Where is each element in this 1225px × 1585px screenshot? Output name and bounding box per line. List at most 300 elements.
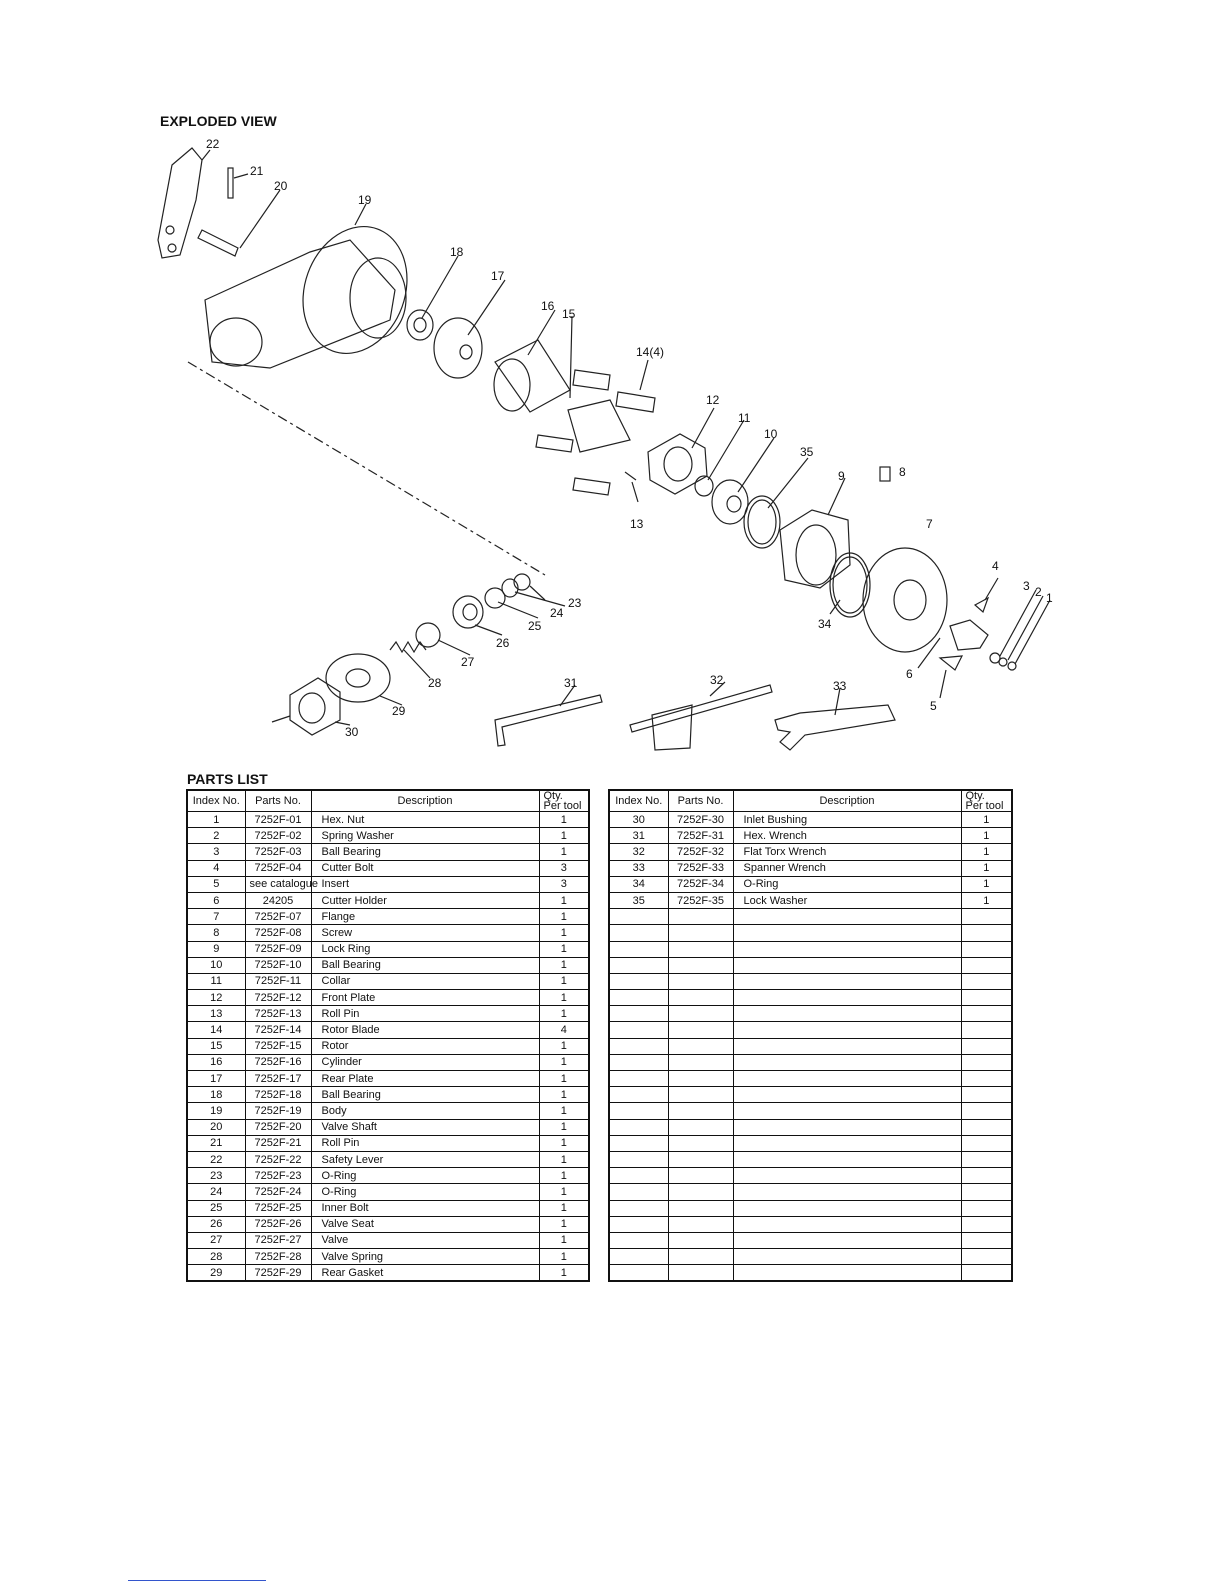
cell-index: 20 [187, 1119, 245, 1135]
callout-label: 23 [568, 596, 582, 610]
cell-description: Valve Seat [311, 1216, 539, 1232]
callout-label: 12 [706, 393, 720, 407]
table-row [609, 1135, 1012, 1151]
cell-description: Ball Bearing [311, 844, 539, 860]
cell-part-no: 7252F-31 [668, 828, 733, 844]
cell-qty: 1 [961, 892, 1012, 908]
cell-description: Cutter Holder [311, 892, 539, 908]
cell-index: 1 [187, 812, 245, 828]
callout-label: 32 [710, 673, 724, 687]
cell-part-no: 24205 [245, 892, 311, 908]
cell-qty: 1 [539, 909, 589, 925]
cell-qty [961, 1216, 1012, 1232]
cell-description [733, 1006, 961, 1022]
cell-part-no: 7252F-20 [245, 1119, 311, 1135]
cell-index [609, 941, 668, 957]
table-row [187, 990, 589, 1006]
cell-description: Lock Washer [733, 892, 961, 908]
callout-label: 14(4) [636, 345, 665, 359]
cell-index [609, 1265, 668, 1282]
cell-part-no [668, 1071, 733, 1087]
table-row [187, 957, 589, 973]
callout-label: 21 [250, 164, 264, 178]
cell-description [733, 1119, 961, 1135]
table-row [187, 1249, 589, 1265]
cell-part-no [668, 1168, 733, 1184]
cell-part-no [668, 1119, 733, 1135]
cell-part-no [668, 1054, 733, 1070]
cell-index: 12 [187, 990, 245, 1006]
cell-qty [961, 1168, 1012, 1184]
cell-part-no: 7252F-25 [245, 1200, 311, 1216]
cell-part-no: 7252F-02 [245, 828, 311, 844]
table-row [187, 1103, 589, 1119]
header-description: Description [733, 790, 961, 812]
cell-index: 18 [187, 1087, 245, 1103]
cell-part-no: 7252F-23 [245, 1168, 311, 1184]
cell-description [733, 990, 961, 1006]
cell-part-no: 7252F-28 [245, 1249, 311, 1265]
cell-qty: 3 [539, 860, 589, 876]
cell-qty [961, 1054, 1012, 1070]
cell-index: 34 [609, 876, 668, 892]
cell-qty: 1 [539, 1038, 589, 1054]
cell-index [609, 957, 668, 973]
cell-index [609, 1071, 668, 1087]
table-row [187, 1071, 589, 1087]
cell-qty: 1 [539, 1232, 589, 1248]
cell-part-no: 7252F-17 [245, 1071, 311, 1087]
table-row [187, 1184, 589, 1200]
callout-label: 13 [630, 517, 644, 531]
cell-index: 28 [187, 1249, 245, 1265]
cell-qty: 1 [539, 925, 589, 941]
table-row [187, 1054, 589, 1070]
cell-description: Rotor [311, 1038, 539, 1054]
cell-part-no: 7252F-16 [245, 1054, 311, 1070]
table-row [187, 1168, 589, 1184]
cell-part-no: 7252F-35 [668, 892, 733, 908]
cell-part-no [668, 1184, 733, 1200]
callout-label: 22 [206, 137, 220, 151]
cell-index: 30 [609, 812, 668, 828]
cell-description [733, 925, 961, 941]
cell-part-no: 7252F-18 [245, 1087, 311, 1103]
table-row [609, 1071, 1012, 1087]
cell-qty: 1 [961, 876, 1012, 892]
table-header-row [187, 790, 589, 812]
cell-part-no: 7252F-26 [245, 1216, 311, 1232]
cell-qty: 4 [539, 1022, 589, 1038]
callout-label: 25 [528, 619, 542, 633]
table-row [187, 941, 589, 957]
callout-label: 11 [738, 411, 751, 425]
table-row [609, 1087, 1012, 1103]
table-row [187, 860, 589, 876]
cell-qty [961, 1103, 1012, 1119]
header-qty-line1: Qty. [965, 790, 985, 802]
callout-label: 27 [461, 655, 475, 669]
cell-description [733, 1103, 961, 1119]
header-qty [539, 790, 589, 812]
header-parts-no: Parts No. [245, 790, 311, 812]
callout-label: 5 [930, 699, 937, 713]
cell-index: 3 [187, 844, 245, 860]
table-row [609, 1249, 1012, 1265]
cell-part-no: 7252F-21 [245, 1135, 311, 1151]
cell-part-no: 7252F-33 [668, 860, 733, 876]
callout-label: 35 [800, 445, 814, 459]
header-index: Index No. [187, 790, 245, 812]
cell-qty: 1 [539, 892, 589, 908]
table-row [609, 941, 1012, 957]
cell-qty: 1 [539, 1216, 589, 1232]
table-row [187, 1216, 589, 1232]
cell-qty [961, 1249, 1012, 1265]
cell-qty [961, 1184, 1012, 1200]
cell-index: 14 [187, 1022, 245, 1038]
cell-qty [961, 957, 1012, 973]
cell-description: Cutter Bolt [311, 860, 539, 876]
cell-part-no: 7252F-15 [245, 1038, 311, 1054]
cell-part-no: 7252F-08 [245, 925, 311, 941]
cell-part-no [668, 1216, 733, 1232]
table-row [609, 860, 1012, 876]
callout-label: 16 [541, 299, 555, 313]
cell-description [733, 957, 961, 973]
cell-description [733, 909, 961, 925]
header-index: Index No. [609, 790, 668, 812]
callout-label: 28 [428, 676, 442, 690]
cell-description: Roll Pin [311, 1135, 539, 1151]
cell-index: 10 [187, 957, 245, 973]
cell-description: Flange [311, 909, 539, 925]
cell-qty: 1 [539, 844, 589, 860]
cell-qty [961, 973, 1012, 989]
cell-part-no: 7252F-01 [245, 812, 311, 828]
cell-description [733, 1151, 961, 1167]
table-row [609, 990, 1012, 1006]
cell-index: 22 [187, 1151, 245, 1167]
cell-description: Screw [311, 925, 539, 941]
callout-label: 30 [345, 725, 359, 739]
cell-index: 31 [609, 828, 668, 844]
table-row [187, 876, 589, 892]
cell-qty [961, 1119, 1012, 1135]
cell-description: Lock Ring [311, 941, 539, 957]
cell-part-no [668, 990, 733, 1006]
cell-qty: 1 [539, 1200, 589, 1216]
cell-description [733, 1087, 961, 1103]
table-row [187, 1119, 589, 1135]
cell-part-no [668, 1103, 733, 1119]
cell-index: 26 [187, 1216, 245, 1232]
table-row [609, 1022, 1012, 1038]
cell-qty: 1 [539, 1151, 589, 1167]
cell-description: Flat Torx Wrench [733, 844, 961, 860]
cell-index [609, 1038, 668, 1054]
cell-qty [961, 941, 1012, 957]
cell-part-no: 7252F-09 [245, 941, 311, 957]
cell-qty [961, 1135, 1012, 1151]
cell-part-no [668, 1135, 733, 1151]
cell-index [609, 1168, 668, 1184]
cell-index: 19 [187, 1103, 245, 1119]
cell-description [733, 1022, 961, 1038]
table-row [609, 1184, 1012, 1200]
cell-index [609, 1119, 668, 1135]
header-parts-no: Parts No. [668, 790, 733, 812]
cell-index: 7 [187, 909, 245, 925]
cell-description: Inner Bolt [311, 1200, 539, 1216]
cell-index [609, 973, 668, 989]
cell-description: Insert [311, 876, 539, 892]
cell-qty [961, 1038, 1012, 1054]
cell-description [733, 1265, 961, 1282]
cell-description: Front Plate [311, 990, 539, 1006]
cell-part-no [668, 957, 733, 973]
cell-part-no: 7252F-22 [245, 1151, 311, 1167]
table-row [187, 973, 589, 989]
cell-index [609, 925, 668, 941]
table-row [187, 1087, 589, 1103]
table-row [609, 876, 1012, 892]
callout-label: 6 [906, 667, 913, 681]
cell-qty: 1 [539, 1184, 589, 1200]
table-row [187, 1006, 589, 1022]
cell-qty: 1 [539, 941, 589, 957]
cell-part-no: 7252F-32 [668, 844, 733, 860]
cell-qty: 1 [539, 957, 589, 973]
cell-qty [961, 990, 1012, 1006]
header-qty-line1: Qty. [543, 790, 563, 802]
cell-description: Cylinder [311, 1054, 539, 1070]
cell-part-no: see catalogue [245, 876, 311, 892]
table-row [609, 1103, 1012, 1119]
cell-qty: 1 [539, 812, 589, 828]
callout-label: 29 [392, 704, 406, 718]
cell-description: Rear Gasket [311, 1265, 539, 1282]
cell-description: Hex. Nut [311, 812, 539, 828]
cell-part-no [668, 1200, 733, 1216]
table-row [609, 828, 1012, 844]
cell-qty [961, 1232, 1012, 1248]
table-row [187, 844, 589, 860]
cell-part-no [668, 1022, 733, 1038]
cell-part-no [668, 1232, 733, 1248]
cell-index: 29 [187, 1265, 245, 1282]
callout-label: 2 [1035, 585, 1042, 599]
cell-qty [961, 1200, 1012, 1216]
cell-qty: 1 [539, 1119, 589, 1135]
table-row [609, 1200, 1012, 1216]
cell-index: 35 [609, 892, 668, 908]
cell-index: 33 [609, 860, 668, 876]
cell-qty: 1 [539, 1087, 589, 1103]
table-row [187, 1200, 589, 1216]
cell-part-no [668, 1151, 733, 1167]
cell-description: Inlet Bushing [733, 812, 961, 828]
cell-index [609, 1151, 668, 1167]
callout-label: 4 [992, 559, 999, 573]
callout-label: 19 [358, 193, 372, 207]
cell-description [733, 1168, 961, 1184]
cell-part-no: 7252F-07 [245, 909, 311, 925]
cell-description [733, 1038, 961, 1054]
cell-part-no: 7252F-19 [245, 1103, 311, 1119]
cell-description: Ball Bearing [311, 957, 539, 973]
cell-part-no: 7252F-24 [245, 1184, 311, 1200]
cell-qty [961, 909, 1012, 925]
cell-index [609, 1054, 668, 1070]
callout-label: 34 [818, 617, 832, 631]
table-row [187, 1022, 589, 1038]
cell-index: 2 [187, 828, 245, 844]
table-row [609, 1054, 1012, 1070]
cell-qty: 1 [539, 828, 589, 844]
cell-index [609, 1200, 668, 1216]
cell-description: Collar [311, 973, 539, 989]
header-qty-line2: Per tool [543, 800, 582, 812]
table-row [187, 925, 589, 941]
cell-qty: 1 [539, 1054, 589, 1070]
cell-part-no: 7252F-34 [668, 876, 733, 892]
table-row [609, 925, 1012, 941]
cell-part-no: 7252F-30 [668, 812, 733, 828]
cell-part-no [668, 1006, 733, 1022]
cell-qty: 1 [961, 844, 1012, 860]
callout-label: 1 [1046, 591, 1053, 605]
header-description: Description [311, 790, 539, 812]
header-qty [961, 790, 1012, 812]
table-row [609, 1151, 1012, 1167]
table-row [187, 1038, 589, 1054]
cell-index: 16 [187, 1054, 245, 1070]
callout-label: 7 [926, 517, 933, 531]
cell-description [733, 1216, 961, 1232]
cell-part-no [668, 1249, 733, 1265]
cell-part-no: 7252F-03 [245, 844, 311, 860]
cell-qty: 1 [539, 1135, 589, 1151]
cell-qty [961, 1151, 1012, 1167]
cell-index: 27 [187, 1232, 245, 1248]
callout-label: 33 [833, 679, 847, 693]
cell-index: 25 [187, 1200, 245, 1216]
table-row [609, 1265, 1012, 1282]
cell-description: Spring Washer [311, 828, 539, 844]
cell-part-no: 7252F-10 [245, 957, 311, 973]
table-row [609, 1232, 1012, 1248]
cell-qty: 1 [961, 812, 1012, 828]
callout-label: 31 [564, 676, 578, 690]
cell-description: Valve Spring [311, 1249, 539, 1265]
table-row [609, 957, 1012, 973]
table-row [609, 1006, 1012, 1022]
table-row [609, 1216, 1012, 1232]
exploded-view-title: EXPLODED VIEW [160, 113, 277, 129]
cell-part-no: 7252F-04 [245, 860, 311, 876]
table-row [609, 892, 1012, 908]
callout-label: 10 [764, 427, 778, 441]
cell-index [609, 1022, 668, 1038]
cell-index: 23 [187, 1168, 245, 1184]
header-qty-line2: Per tool [965, 800, 1004, 812]
cell-part-no: 7252F-27 [245, 1232, 311, 1248]
cell-description: Rear Plate [311, 1071, 539, 1087]
table-row [187, 812, 589, 828]
cell-qty [961, 1265, 1012, 1282]
cell-index [609, 1135, 668, 1151]
table-row [187, 909, 589, 925]
callout-label: 9 [838, 469, 845, 483]
table-row [609, 1119, 1012, 1135]
cell-part-no: 7252F-13 [245, 1006, 311, 1022]
cell-qty: 1 [539, 1168, 589, 1184]
cell-description [733, 941, 961, 957]
callout-label: 26 [496, 636, 510, 650]
cell-description [733, 1200, 961, 1216]
table-row [609, 909, 1012, 925]
cell-description: Hex. Wrench [733, 828, 961, 844]
cell-description [733, 1184, 961, 1200]
callout-label: 8 [899, 465, 906, 479]
cell-qty [961, 1022, 1012, 1038]
cell-description: Roll Pin [311, 1006, 539, 1022]
cell-index: 9 [187, 941, 245, 957]
parts-table-left [186, 789, 590, 1282]
cell-description [733, 1232, 961, 1248]
cell-index: 21 [187, 1135, 245, 1151]
cell-index: 6 [187, 892, 245, 908]
table-row [187, 828, 589, 844]
cell-part-no: 7252F-12 [245, 990, 311, 1006]
table-row [187, 1135, 589, 1151]
cell-index [609, 1249, 668, 1265]
cell-qty [961, 1006, 1012, 1022]
exploded-view-diagram [140, 130, 1060, 770]
callout-label: 24 [550, 606, 564, 620]
cell-description: O-Ring [733, 876, 961, 892]
cell-index [609, 1103, 668, 1119]
cell-index: 24 [187, 1184, 245, 1200]
cell-description: O-Ring [311, 1168, 539, 1184]
cell-part-no [668, 941, 733, 957]
table-row [609, 1168, 1012, 1184]
cell-qty: 1 [539, 1006, 589, 1022]
cell-index [609, 1232, 668, 1248]
cell-index [609, 1006, 668, 1022]
cell-part-no [668, 973, 733, 989]
table-row [609, 812, 1012, 828]
cell-qty: 1 [539, 1249, 589, 1265]
cell-description: Safety Lever [311, 1151, 539, 1167]
cell-part-no: 7252F-29 [245, 1265, 311, 1282]
cell-part-no [668, 1265, 733, 1282]
cell-index: 15 [187, 1038, 245, 1054]
cell-description [733, 973, 961, 989]
cell-part-no [668, 925, 733, 941]
cell-qty: 3 [539, 876, 589, 892]
cell-description: Rotor Blade [311, 1022, 539, 1038]
cell-qty: 1 [961, 828, 1012, 844]
cell-description: Valve [311, 1232, 539, 1248]
cell-description [733, 1135, 961, 1151]
cell-index [609, 1184, 668, 1200]
cell-qty: 1 [961, 860, 1012, 876]
cell-index [609, 909, 668, 925]
cell-description [733, 1054, 961, 1070]
cell-description: Ball Bearing [311, 1087, 539, 1103]
